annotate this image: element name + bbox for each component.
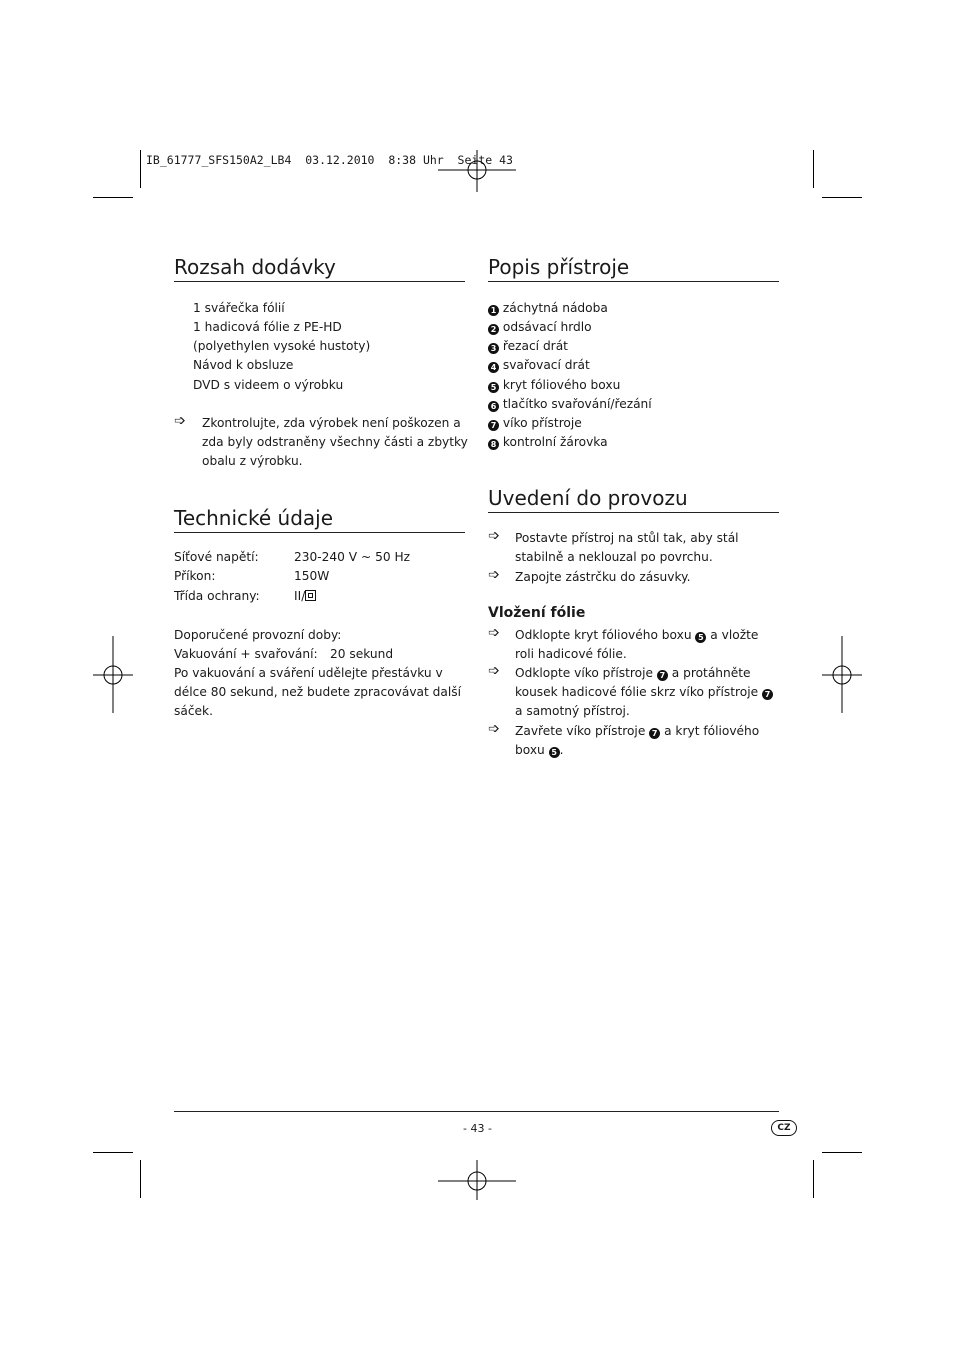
insert-step: Zavřete víko přístroje 7 a kryt fóliového boxu 5 .: [515, 724, 760, 758]
footer-rule: [174, 1111, 779, 1112]
arrow-icon: ➩: [174, 413, 186, 429]
op-value: 20 sekund: [330, 647, 394, 661]
number-badge: 6: [488, 401, 499, 412]
spec-value: 150W: [294, 569, 330, 583]
double-insulation-icon: [305, 590, 316, 601]
part-item: [488, 395, 652, 414]
part-label: víko přístroje: [502, 416, 582, 430]
number-badge: 7: [649, 728, 660, 739]
divider: [488, 281, 779, 282]
startup-step: Postavte přístroj na stůl tak, aby stál stabilně a neklouzal po povrchu.: [515, 531, 739, 565]
number-badge: 4: [488, 362, 499, 373]
part-item: [488, 433, 608, 452]
part-label: záchytná nádoba: [502, 301, 608, 315]
delivery-item: DVD s videem o výrobku: [193, 378, 344, 392]
spec-value: [294, 587, 316, 606]
part-item: [488, 318, 592, 337]
subsection-title: Vložení fólie: [488, 605, 586, 621]
spec-label: Příkon:: [174, 569, 216, 583]
section-title-startup: Uvedení do provozu: [488, 486, 688, 510]
part-label: kryt fóliového boxu: [502, 378, 621, 392]
spec-value: 230-240 V ~ 50 Hz: [294, 550, 411, 564]
number-badge: 5: [695, 632, 706, 643]
part-item: [488, 299, 608, 318]
section-title-description: Popis přístroje: [488, 255, 630, 279]
delivery-item: 1 hadicová fólie z PE-HD: [193, 320, 342, 334]
spec-label: Třída ochrany:: [174, 589, 260, 603]
divider: [174, 532, 465, 533]
insert-step: Odklopte kryt fóliového boxu 5 a vložte roli hadicové fólie.: [515, 628, 759, 662]
delivery-note: Zkontrolujte, zda výrobek není poškozen a zda byly odstraněny všechny části a zbytky obalu z výrobku.: [202, 416, 468, 469]
part-label: svařovací drát: [502, 358, 590, 372]
arrow-icon: ➩: [488, 721, 500, 737]
op-label: Vakuování + svařování:: [174, 647, 318, 661]
number-badge: 5: [549, 747, 560, 758]
part-label: odsávací hrdlo: [502, 320, 592, 334]
number-badge: 8: [488, 439, 499, 450]
part-label: tlačítko svařování/řezání: [502, 397, 652, 411]
delivery-item: (polyethylen vysoké hustoty): [193, 339, 371, 353]
divider: [488, 512, 779, 513]
arrow-icon: ➩: [488, 528, 500, 544]
number-badge: 2: [488, 324, 499, 335]
op-text: Po vakuování a sváření udělejte přestávku v délce 80 sekund, než budete zpracovávat další sáček.: [174, 666, 461, 719]
number-badge: 3: [488, 343, 499, 354]
number-badge: 7: [657, 670, 668, 681]
page-number: - 43 -: [463, 1122, 492, 1135]
section-title-delivery: Rozsah dodávky: [174, 255, 336, 279]
part-label: kontrolní žárovka: [502, 435, 608, 449]
insert-step: Odklopte víko přístroje 7 a protáhněte kousek hadicové fólie skrz víko přístroje 7 a samotný přístroj.: [515, 664, 777, 722]
part-item: [488, 376, 620, 395]
arrow-icon: ➩: [488, 663, 500, 679]
arrow-icon: ➩: [488, 567, 500, 583]
divider: [174, 281, 465, 282]
part-item: [488, 414, 582, 433]
part-label: řezací drát: [502, 339, 568, 353]
print-slug: IB_61777_SFS150A2_LB4 03.12.2010 8:38 Uhr Seite 43: [146, 153, 513, 167]
number-badge: 7: [762, 689, 773, 700]
number-badge: 1: [488, 305, 499, 316]
delivery-item: 1 svářečka fólií: [193, 301, 285, 315]
language-badge: CZ: [771, 1120, 797, 1136]
arrow-icon: ➩: [488, 625, 500, 641]
protection-class: II/: [294, 589, 306, 603]
spec-label: Síťové napětí:: [174, 550, 259, 564]
delivery-item: Návod k obsluze: [193, 358, 294, 372]
part-item: [488, 356, 590, 375]
section-title-tech: Technické údaje: [174, 506, 334, 530]
startup-step: Zapojte zástrčku do zásuvky.: [515, 570, 691, 584]
op-heading: Doporučené provozní doby:: [174, 628, 342, 642]
part-item: [488, 337, 568, 356]
number-badge: 7: [488, 420, 499, 431]
number-badge: 5: [488, 382, 499, 393]
